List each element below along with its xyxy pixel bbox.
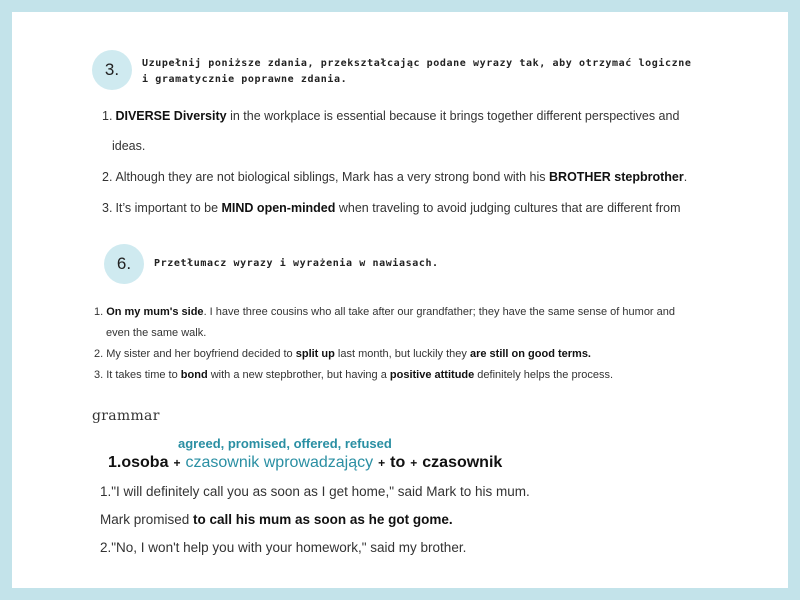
formula-plus: + bbox=[173, 456, 181, 470]
grammar-example-2: 2."No, I won't help you with your homework," said my brother. bbox=[100, 540, 467, 555]
formula-verb: czasownik bbox=[422, 454, 503, 471]
answer-phrase: split up bbox=[295, 348, 335, 360]
formula-plus: + bbox=[378, 456, 386, 470]
section-6-number-badge bbox=[104, 244, 144, 284]
item-number: 1. bbox=[94, 306, 104, 318]
item-text-end: definitely helps the process. bbox=[474, 369, 614, 381]
section-6-item-1 bbox=[94, 306, 675, 318]
section-3-item-1-continuation: ideas. bbox=[112, 139, 146, 153]
item-text: in the workplace is essential because it brings together different perspectives and bbox=[226, 109, 680, 123]
formula-reporting-verb: czasownik wprowadzający bbox=[185, 454, 374, 471]
section-6-item-1-continuation: even the same walk. bbox=[106, 327, 207, 339]
answer-word: MIND open-minded bbox=[221, 201, 336, 215]
item-text-middle: with a new stepbrother, but having a bbox=[207, 369, 390, 381]
item-number: 2. bbox=[94, 348, 104, 360]
answer-phrase: bond bbox=[180, 369, 208, 381]
item-text: Although they are not biological siblings, Mark has a very strong bond with his bbox=[115, 170, 550, 184]
grammar-example-verbs: agreed, promised, offered, refused bbox=[178, 436, 392, 451]
grammar-formula bbox=[108, 454, 502, 472]
grammar-heading: grammar bbox=[92, 408, 160, 424]
reported-text: Mark promised bbox=[100, 512, 194, 527]
formula-plus: + bbox=[410, 456, 418, 470]
formula-subject: 1.osoba bbox=[108, 454, 169, 471]
section-6-number: 6. bbox=[116, 254, 132, 273]
worksheet-page bbox=[12, 12, 788, 588]
section-6-instruction: Przetłumacz wyrazy i wyrażenia w nawiasach. bbox=[154, 258, 439, 269]
item-number: 1. bbox=[102, 109, 113, 123]
formula-to: to bbox=[390, 454, 406, 471]
grammar-example-1: 1."I will definitely call you as soon as I get home," said Mark to his mum. bbox=[100, 484, 530, 499]
section-3-item-1 bbox=[102, 109, 679, 123]
item-text-end: . bbox=[683, 170, 688, 184]
section-3-number-badge bbox=[92, 50, 132, 90]
item-text-end: when traveling to avoid judging cultures that are different from bbox=[335, 201, 681, 215]
section-3-number: 3. bbox=[104, 60, 120, 79]
item-text: It takes time to bbox=[106, 369, 181, 381]
answer-phrase: On my mum's side bbox=[106, 306, 204, 318]
answer-phrase: are still on good terms. bbox=[469, 348, 591, 360]
item-number: 3. bbox=[102, 201, 113, 215]
item-number: 2. bbox=[102, 170, 113, 184]
section-6-item-2 bbox=[94, 348, 591, 360]
section-6-item-3 bbox=[94, 369, 613, 381]
answer-phrase: positive attitude bbox=[389, 369, 475, 381]
answer-word: DIVERSE Diversity bbox=[115, 109, 227, 123]
section-3-item-3 bbox=[102, 201, 681, 215]
item-text-middle: last month, but luckily they bbox=[334, 348, 470, 360]
answer-word: BROTHER stepbrother bbox=[549, 170, 684, 184]
section-3-instruction-line-2: i gramatycznie poprawne zdania. bbox=[142, 74, 348, 85]
item-number: 3. bbox=[94, 369, 104, 381]
section-3-instruction-line-1: Uzupełnij poniższe zdania, przekształcając podane wyrazy tak, aby otrzymać logiczne bbox=[142, 58, 692, 69]
reported-answer: to call his mum as soon as he got gome. bbox=[193, 512, 453, 527]
item-text: My sister and her boyfriend decided to bbox=[106, 348, 296, 360]
section-3-instruction bbox=[142, 56, 692, 88]
grammar-example-1-reported bbox=[100, 512, 453, 527]
section-3-item-2 bbox=[102, 170, 687, 184]
item-text: It’s important to be bbox=[115, 201, 222, 215]
item-text: . I have three cousins who all take after our grandfather; they have the same sense of humor and bbox=[203, 306, 676, 318]
